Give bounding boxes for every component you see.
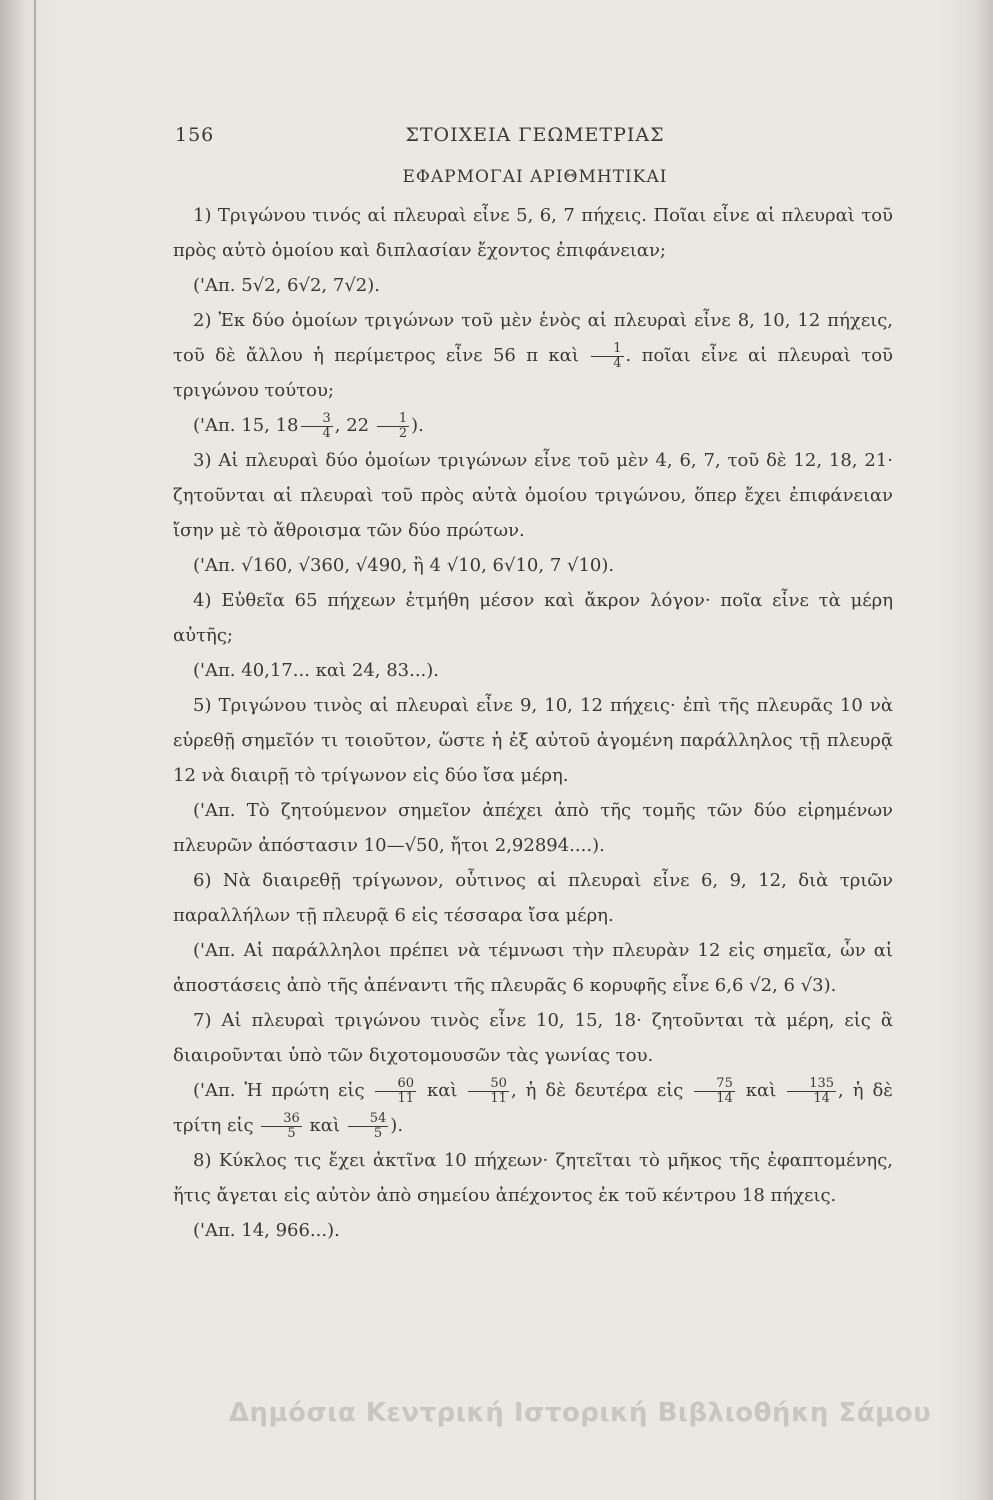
answer-text: καὶ [309,1115,341,1136]
exercise-3 [173,443,893,583]
answer-text: ). [411,415,424,436]
exercise-answer: ('Απ. Αἱ παράλληλοι πρέπει νὰ τέμνωσι τὴν πλευρὰν 12 εἰς σημεῖα, ὧν αἱ ἀποστάσεις ἀπὸ τῆς ἀπέναντι τῆς πλευρᾶς 6 κορυφῆς εἶνε 6,6 √2, 6 √3). [173,940,893,996]
answer-text: καὶ [745,1080,777,1101]
exercise-list [173,198,893,1248]
section-title: ΕΦΑΡΜΟΓΑΙ ΑΡΙΘΜΗΤΙΚΑΙ [402,167,668,187]
page-number: 156 [175,124,215,146]
exercise-answer: ('Απ. 5√2, 6√2, 7√2). [193,275,380,296]
answer-text: ('Απ. Ἡ πρώτη εἰς [193,1080,365,1101]
question-text: . ποῖαι εἶνε αἱ πλευραὶ τοῦ τριγώνου τούτου; [173,345,893,401]
exercise-question: 6) Νὰ διαιρεθῇ τρίγωνον, οὗτινος αἱ πλευραὶ εἶνε 6, 9, 12, διὰ τριῶν παραλλήλων τῇ πλευρᾷ 6 εἰς τέσσαρα ἴσα μέρη. [173,870,893,926]
fraction-denominator: 4 [322,425,331,441]
fraction [787,1077,836,1106]
fraction-numerator: 1 [377,412,409,427]
fraction [468,1077,509,1106]
exercise-4 [173,583,893,688]
fraction-numerator: 1 [591,342,623,357]
exercise-8 [173,1143,893,1248]
fraction-numerator: 75 [694,1077,735,1092]
exercise-answer: ('Απ. 14, 966...). [193,1220,340,1241]
exercise-answer [173,1073,893,1143]
fraction-denominator: 5 [287,1125,296,1141]
exercise-question: 3) Αἱ πλευραὶ δύο ὁμοίων τριγώνων εἶνε τοῦ μὲν 4, 6, 7, τοῦ δὲ 12, 18, 21· ζητοῦνται αἱ πλευραὶ τοῦ πρὸς αὐτὰ ὁμοίου τριγώνου, ὅπερ ἔχει ἐπιφάνειαν ἴσην μὲ τὸ ἄθροισμα τῶν δύο πρώτων. [173,450,893,541]
exercise-answer: ('Απ. Τὸ ζητούμενον σημεῖον ἀπέχει ἀπὸ τῆς τομῆς τῶν δύο εἰρημένων πλευρῶν ἀπόστασιν 10—√50, ἤτοι 2,92894....). [173,800,893,856]
fraction-numerator: 60 [375,1077,416,1092]
exercise-2 [173,303,893,443]
exercise-6 [173,863,893,1003]
answer-text: καὶ [426,1080,458,1101]
exercise-1 [173,198,893,303]
fraction [591,342,623,371]
fraction-denominator: 11 [490,1090,507,1106]
fraction-denominator: 4 [613,355,622,371]
exercise-answer [173,408,893,443]
fraction-numerator: 36 [261,1112,302,1127]
fraction-numerator: 3 [301,412,333,427]
exercise-question: 7) Αἱ πλευραὶ τριγώνου τινὸς εἶνε 10, 15, 18· ζητοῦνται τὰ μέρη, εἰς ἃ διαιροῦνται ὑπὸ τῶν διχοτομουσῶν τὰς γωνίας του. [173,1010,893,1066]
fraction [375,1077,416,1106]
fraction-denominator: 11 [397,1090,415,1106]
fraction-denominator: 14 [813,1090,830,1106]
exercise-question: 5) Τριγώνου τινὸς αἱ πλευραὶ εἶνε 9, 10, 12 πήχεις· ἐπὶ τῆς πλευρᾶς 10 νὰ εὑρεθῇ σημεῖόν τι τοιοῦτον, ὥστε ἡ ἐξ αὐτοῦ ἀγομένη παράλληλος τῇ πλευρᾷ 12 νὰ διαιρῇ τὸ τρίγωνον εἰς δύο ἴσα μέρη. [173,695,893,786]
fraction [348,1112,389,1141]
exercise-question: 4) Εὐθεῖα 65 πήχεων ἐτμήθη μέσον καὶ ἄκρον λόγον· ποῖα εἶνε τὰ μέρη αὐτῆς; [173,590,893,646]
library-watermark: Δημόσια Κεντρική Ιστορική Βιβλιοθήκη Σάμου [228,1398,932,1428]
answer-text: , ἡ δὲ τρίτη εἰς [173,1080,893,1136]
exercise-7 [173,1003,893,1143]
fraction-denominator: 2 [398,425,408,441]
fraction-numerator: 54 [348,1112,389,1127]
fraction [301,412,333,441]
exercise-question: 1) Τριγώνου τινός αἱ πλευραὶ εἶνε 5, 6, 7 πήχεις. Ποῖαι εἶνε αἱ πλευραὶ τοῦ πρὸς αὐτὸ ὁμοίου καὶ διπλασίαν ἔχοντος ἐπιφάνειαν; [173,205,893,261]
fraction-numerator: 135 [787,1077,836,1092]
fraction [694,1077,735,1106]
exercise-question: 8) Κύκλος τις ἔχει ἀκτῖνα 10 πήχεων· ζητεῖται τὸ μῆκος τῆς ἐφαπτομένης, ἥτις ἄγεται εἰς αὐτὸν ἀπὸ σημείου ἀπέχοντος ἐκ τοῦ κέντρου 18 πήχεις. [173,1150,893,1206]
fraction-denominator: 5 [373,1125,383,1141]
fraction-numerator: 50 [468,1077,509,1092]
fraction [261,1112,302,1141]
exercise-answer: ('Απ. √160, √360, √490, ἢ 4 √10, 6√10, 7 √10). [193,555,615,576]
fraction-denominator: 14 [716,1090,733,1106]
page-gutter [34,0,36,1500]
exercise-5 [173,688,893,863]
exercise-question [173,303,893,408]
fraction [377,412,409,441]
exercise-answer: ('Απ. 40,17... καὶ 24, 83...). [193,660,440,681]
answer-text: ('Απ. 15, 18 [193,415,299,436]
page-header [175,124,895,154]
answer-text: ). [390,1115,404,1136]
answer-text: , ἡ δὲ δευτέρα εἰς [510,1080,684,1101]
running-title: ΣΤΟΙΧΕΙΑ ΓΕΩΜΕΤΡΙΑΣ [405,124,665,146]
answer-text: , 22 [334,415,370,436]
question-text: 2) Ἐκ δύο ὁμοίων τριγώνων τοῦ μὲν ἑνὸς αἱ πλευραὶ εἶνε 8, 10, 12 πήχεις, τοῦ δὲ ἄλλου ἡ περίμετρος εἶνε 56 π καὶ [173,310,893,366]
